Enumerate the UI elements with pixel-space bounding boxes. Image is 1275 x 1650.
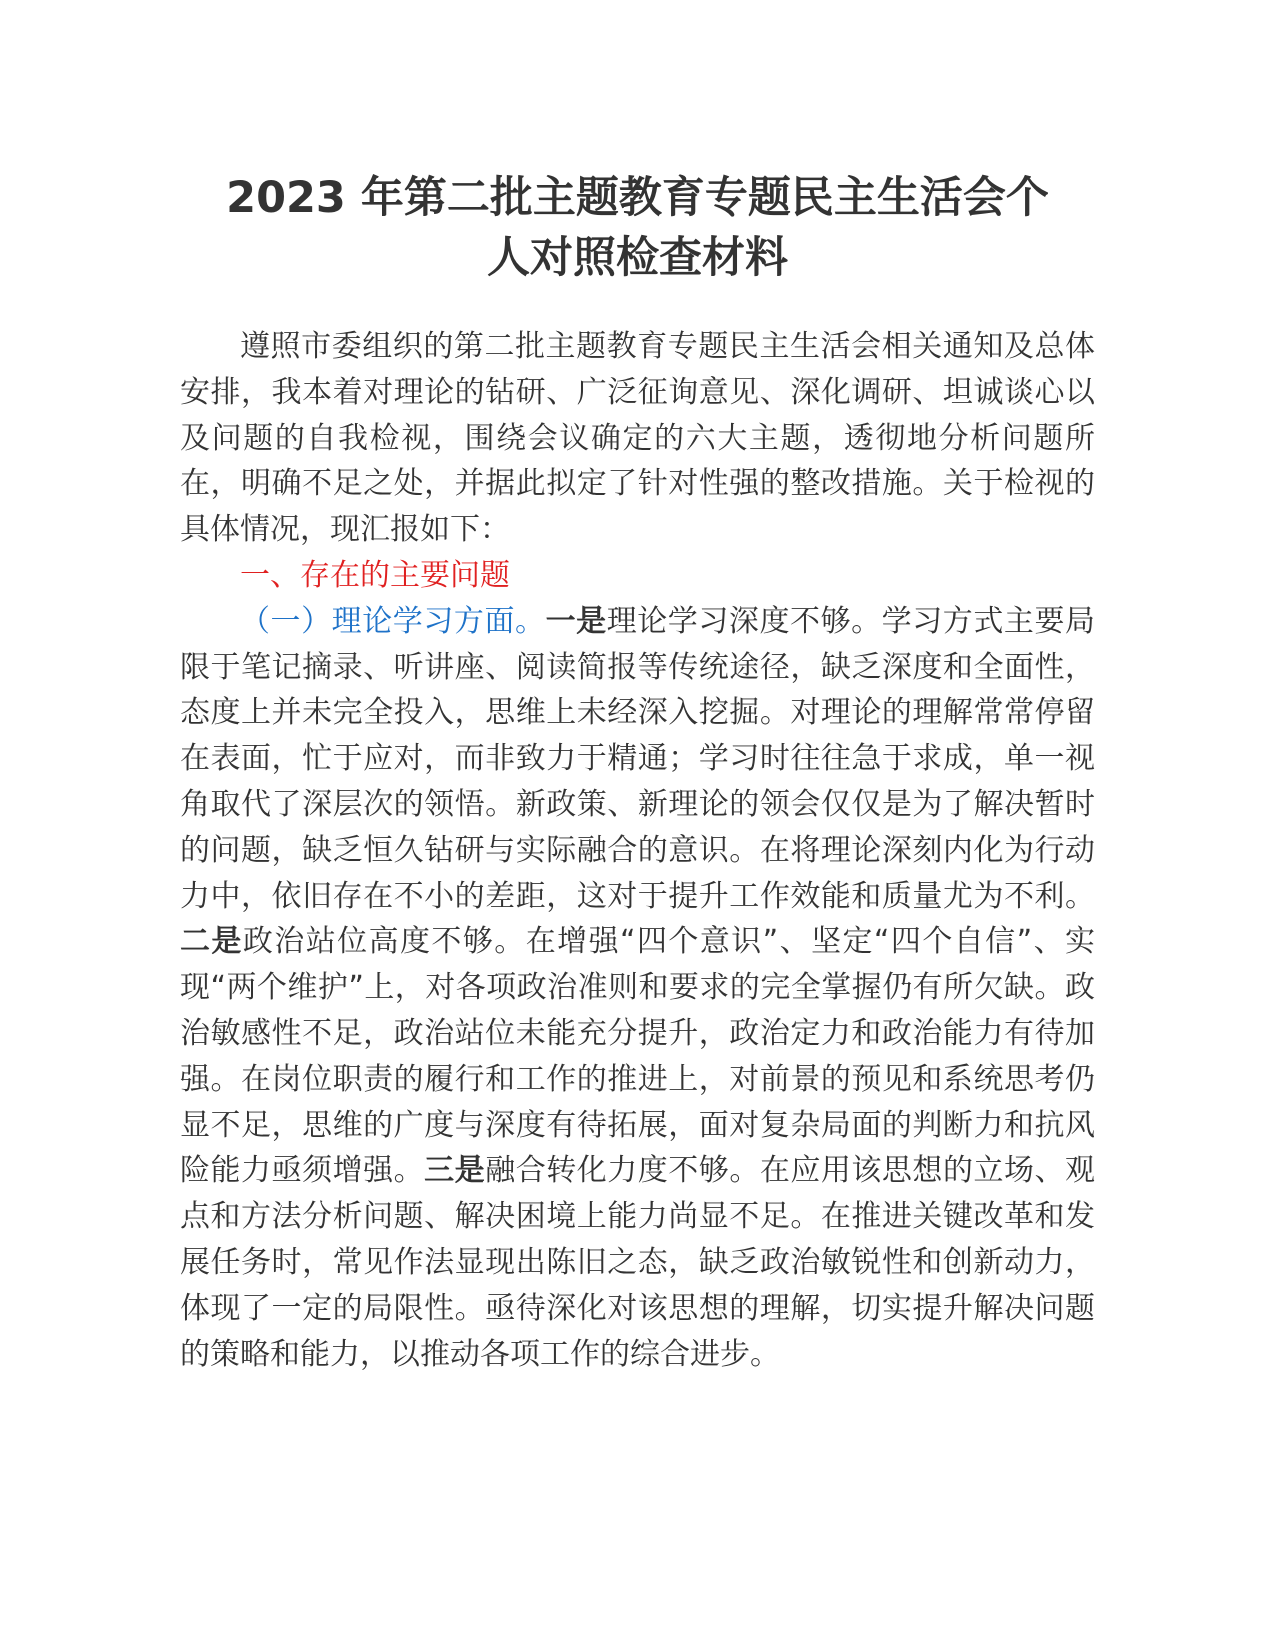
intro-paragraph: 遵照市委组织的第二批主题教育专题民主生活会相关通知及总体安排，我本着对理论的钻研、广泛征询意见、深化调研、坦诚谈心以及问题的自我检视，围绕会议确定的六大主题，透彻地分析问题所在，明确不足之处，并据此拟定了针对性强的整改措施。关于检视的具体情况，现汇报如下： xyxy=(180,329,1095,548)
document-page xyxy=(180,168,1095,1377)
subsection-theory-study xyxy=(180,599,1095,1378)
point-1-text: 理论学习深度不够。学习方式主要局限于笔记摘录、听讲座、阅读简报等传统途径，缺乏深度和全面性，态度上并未完全投入，思维上未经深入挖掘。对理论的理解常常停留在表面，忙于应对，而非致力于精通；学习时往往急于求成，单一视角取代了深层次的领悟。新政策、新理论的领会仅仅是为了解决暂时的问题，缺乏恒久钻研与实际融合的意识。在将理论深刻内化为行动力中，依旧存在不小的差距，这对于提升工作效能和质量尤为不利。 xyxy=(180,603,1096,914)
point-2-text: 政治站位高度不够。在增强“四个意识”、坚定“四个自信”、实现“两个维护”上，对各项政治准则和要求的完全掌握仍有所欠缺。政治敏感性不足，政治站位未能充分提升，政治定力和政治能力有待加强。在岗位职责的履行和工作的推进上，对前景的预见和系统思考仍显不足，思维的广度与深度有待拓展，面对复杂局面的判断力和抗风险能力亟须增强。 xyxy=(180,924,1095,1189)
point-2-label: 二是 xyxy=(180,924,243,960)
section-heading-main-problems: 一、存在的主要问题 xyxy=(240,557,510,593)
point-3-text: 融合转化力度不够。在应用该思想的立场、观点和方法分析问题、解决困境上能力尚显不足。在推进关键改革和发展任务时，常见作法显现出陈旧之态，缺乏政治敏锐性和创新动力，体现了一定的局限性。亟待深化对该思想的理解，切实提升解决问题的策略和能力，以推动各项工作的综合进步。 xyxy=(180,1153,1096,1372)
document-title xyxy=(180,168,1095,288)
title-line-1: 2023 年第二批主题教育专题民主生活会个 xyxy=(226,173,1049,223)
subsection-heading: （一）理论学习方面。 xyxy=(240,603,546,639)
title-line-2: 人对照检查材料 xyxy=(487,233,788,283)
point-3-label: 三是 xyxy=(424,1153,486,1189)
point-1-label: 一是 xyxy=(545,603,607,639)
